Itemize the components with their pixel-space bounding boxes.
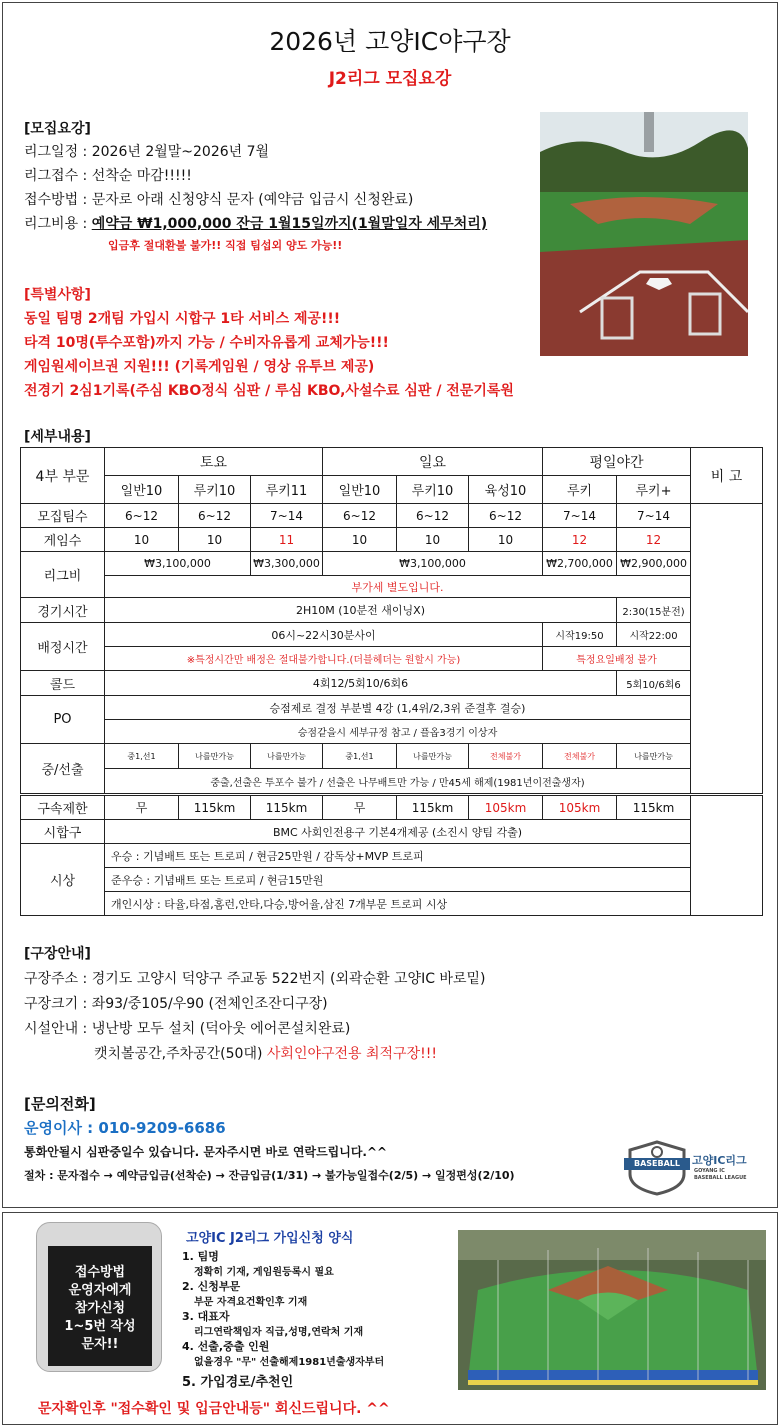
detail-table [20, 447, 763, 794]
baseball-shield-icon [622, 1140, 692, 1196]
row-label-ball: 시합구 [21, 820, 105, 844]
group-saturday: 토요 [105, 448, 323, 476]
field-photo [540, 112, 748, 356]
cold-rule-night: 5회10/6회6 [617, 671, 691, 696]
fee-value: 예약금 ₩1,000,000 잔금 1월15일까지(1월말일자 세무처리) [91, 216, 488, 232]
logo-badge-text: BASEBALL [634, 1159, 680, 1168]
pitch-note: 중출,선출은 투포수 불가 / 선출은 나무배트만 가능 / 만45세 해제(1981년이전출생자) [105, 769, 691, 794]
award-line: 준우승 : 기념배트 또는 트로피 / 현금15만원 [105, 868, 691, 892]
logo-en-2: BASEBALL LEAGUE [694, 1175, 747, 1181]
league-logo [622, 1140, 752, 1196]
games-cell: 10 [179, 528, 251, 552]
speed-cell: 115km [617, 796, 691, 820]
pitch-cell: 중1,선1 [105, 744, 179, 769]
games-cell: 10 [323, 528, 397, 552]
fee-night-rookie: ₩2,700,000 [543, 552, 617, 576]
form-line: 5. 가입경로/추천인 [182, 1375, 294, 1390]
receipt-line [24, 165, 192, 185]
size-value: 좌93/중105/우90 (전체인조잔디구장) [91, 996, 328, 1012]
teams-cell: 6~12 [397, 504, 469, 528]
teams-cell: 6~12 [179, 504, 251, 528]
row-label-time: 경기시간 [21, 598, 105, 623]
pitch-cell: 나를만가능 [251, 744, 323, 769]
speed-cell: 115km [397, 796, 469, 820]
form-line: 리그연락책임자 직급,성명,연락처 기재 [194, 1327, 364, 1338]
stadium-photo [458, 1230, 766, 1390]
assign-night-2: 시작22:00 [617, 623, 691, 647]
fee-line [24, 213, 487, 233]
form-line: 없을경우 "무" 선출해제1981년출생자부터 [194, 1357, 385, 1368]
facility-value: 냉난방 모두 설치 (덕아웃 에어콘설치완료) [91, 1021, 351, 1037]
form-line: 부문 자격요건확인후 기재 [194, 1297, 308, 1308]
speed-cell: 105km [543, 796, 617, 820]
teams-cell: 7~14 [543, 504, 617, 528]
group-weeknight: 평일야간 [543, 448, 691, 476]
pitch-cell: 나를만가능 [397, 744, 469, 769]
row-label-fee: 리그비 [21, 552, 105, 598]
logo-en-1: GOYANG IC [694, 1168, 725, 1174]
form-line: 정확히 기재, 게임원등록시 필요 [194, 1267, 334, 1278]
receipt-value: 선착순 마감!!!!! [91, 168, 192, 184]
division-cell: 일반10 [105, 476, 179, 504]
pitch-cell: 전체불가 [469, 744, 543, 769]
fee-night-rookieplus: ₩2,900,000 [617, 552, 691, 576]
form-footer: 문자확인후 "접수확인 및 입금안내등" 회신드립니다. ^^ [38, 1401, 390, 1417]
teams-cell: 6~12 [323, 504, 397, 528]
award-line: 개인시상 : 타율,타점,홈런,안타,다승,방어율,삼진 7개부문 트로피 시상 [105, 892, 691, 916]
fee-saturday-rookie11: ₩3,300,000 [251, 552, 323, 576]
assign-night-1: 시작19:50 [543, 623, 617, 647]
contact-header: [문의전화] [24, 1095, 96, 1113]
field-photo-svg [540, 112, 748, 356]
game-time: 2H10M (10분전 새이닝X) [105, 598, 617, 623]
phone-text-line: 문자!! [81, 1337, 119, 1352]
size-label: 구장크기 : [24, 996, 92, 1012]
row-label-teams: 모집팀수 [21, 504, 105, 528]
division-cell: 일반10 [323, 476, 397, 504]
remark-column-lower [691, 796, 763, 916]
teams-cell: 6~12 [105, 504, 179, 528]
process-line: 절차 : 문자접수 → 예약금입금(선착순) → 잔금입금(1/31) → 불가능일접수(2/5) → 일정편성(2/10) [24, 1169, 515, 1182]
contact-phone[interactable]: 운영이사 : 010-9209-6686 [24, 1119, 226, 1137]
ball-rule: BMC 사회인전용구 기본4개제공 (소진시 양팀 각출) [105, 820, 691, 844]
page-title: 2026년 고양IC야구장 [269, 27, 511, 56]
assign-note: ※특정시간만 배정은 절대불가합니다.(더블헤더는 원할시 가능) [105, 647, 543, 671]
recruit-header: [모집요강] [24, 121, 91, 137]
row-label-po: PO [21, 696, 105, 744]
fee-label: 리그비용 : [24, 216, 92, 232]
schedule-label: 리그일정 : [24, 144, 92, 160]
pitch-cell: 나를만가능 [617, 744, 691, 769]
page-subtitle: J2리그 모집요강 [328, 69, 452, 89]
stadium-photo-svg [458, 1230, 766, 1390]
games-cell: 10 [105, 528, 179, 552]
division-cell: 루키10 [397, 476, 469, 504]
division-cell: 루키+ [617, 476, 691, 504]
schedule-line [24, 141, 269, 161]
group-sunday: 일요 [323, 448, 543, 476]
game-time-night: 2:30(15분전) [617, 598, 691, 623]
teams-cell: 7~14 [251, 504, 323, 528]
special-item: 전경기 2심1기록(주심 KBO정식 심판 / 루심 KBO,사설수료 심판 / 전문기록원 [24, 383, 514, 399]
speed-cell: 105km [469, 796, 543, 820]
row-label-games: 게임수 [21, 528, 105, 552]
row-label-cold: 콜드 [21, 671, 105, 696]
method-value: 문자로 아래 신청양식 문자 (예약금 입금시 신청완료) [91, 192, 414, 208]
special-item: 동일 팀명 2개팀 가입시 시합구 1타 서비스 제공!!! [24, 311, 341, 327]
schedule-value: 2026년 2월말~2026년 7월 [91, 144, 270, 160]
fee-sunday: ₩3,100,000 [323, 552, 543, 576]
games-cell: 11 [251, 528, 323, 552]
address-label: 구장주소 : [24, 971, 92, 987]
games-cell: 10 [397, 528, 469, 552]
division-cell: 육성10 [469, 476, 543, 504]
pitch-cell: 중1,선1 [323, 744, 397, 769]
method-line [24, 189, 413, 209]
fee-saturday: ₩3,100,000 [105, 552, 251, 576]
facility-highlight: 사회인야구전용 최적구장!!! [266, 1046, 437, 1062]
games-cell: 10 [469, 528, 543, 552]
cold-rule: 4회12/5회10/6회6 [105, 671, 617, 696]
phone-text-line: 참가신청 [74, 1301, 126, 1316]
pitch-cell: 전체불가 [543, 744, 617, 769]
address-line [24, 968, 485, 988]
division-cell: 루키10 [179, 476, 251, 504]
remark-column [691, 504, 763, 794]
contact-note: 통화안될시 심판중일수 있습니다. 문자주시면 바로 연락드립니다.^^ [24, 1145, 388, 1159]
games-cell: 12 [617, 528, 691, 552]
refund-note: 입금후 절대환불 불가!! 직접 팀섭외 양도 가능!! [108, 239, 343, 252]
venue-header: [구장안내] [24, 946, 91, 962]
facility-value-2: 캣치볼공간,주차공간(50대) [94, 1046, 267, 1062]
fee-vat-note: 부가세 별도입니다. [105, 576, 691, 598]
method-label: 접수방법 : [24, 192, 92, 208]
size-line [24, 993, 328, 1013]
remark-header: 비 고 [691, 448, 763, 504]
facility-line [24, 1018, 350, 1038]
games-cell: 12 [543, 528, 617, 552]
division-cell: 루키 [543, 476, 617, 504]
award-line: 우승 : 기념배트 또는 트로피 / 현금25만원 / 감독상+MVP 트로피 [105, 844, 691, 868]
form-line: 1. 팀명 [182, 1250, 219, 1263]
form-line: 2. 신청부문 [182, 1280, 241, 1293]
teams-cell: 6~12 [469, 504, 543, 528]
assign-time: 06시~22시30분사이 [105, 623, 543, 647]
receipt-label: 리그접수 : [24, 168, 92, 184]
phone-screen [48, 1246, 152, 1366]
speed-cell: 115km [179, 796, 251, 820]
detail-header: [세부내용] [24, 429, 91, 445]
special-item: 타격 10명(투수포함)까지 가능 / 수비자유롭게 교체가능!!! [24, 335, 389, 351]
division-cell: 루키11 [251, 476, 323, 504]
speed-cell: 115km [251, 796, 323, 820]
row-label-speed: 구속제한 [21, 796, 105, 820]
phone-text-line: 운영자에게 [68, 1283, 132, 1298]
po-rule-2: 승점같을시 세부규정 참고 / 플옵3경기 이상자 [105, 720, 691, 744]
address-value: 경기도 고양시 덕양구 주교동 522번지 (외곽순환 고양IC 바로밑) [91, 971, 486, 987]
phone-text-line: 접수방법 [74, 1265, 126, 1280]
facility-line-2 [94, 1043, 437, 1063]
pitch-cell: 나를만가능 [179, 744, 251, 769]
logo-name: 고양IC리그 [692, 1154, 747, 1167]
special-item: 게임원세이브권 지원!!! (기록게임원 / 영상 유투브 제공) [24, 359, 375, 375]
po-rule-1: 승점제로 결정 부분별 4강 (1,4위/2,3위 준결후 결승) [105, 696, 691, 720]
form-line: 3. 대표자 [182, 1310, 230, 1323]
speed-cell: 무 [105, 796, 179, 820]
teams-cell: 7~14 [617, 504, 691, 528]
facility-label: 시설안내 : [24, 1021, 92, 1037]
detail-table-lower [20, 795, 763, 916]
special-header: [특별사항] [24, 287, 91, 303]
row-label-award: 시상 [21, 844, 105, 916]
row-label-pitch: 중/선출 [21, 744, 105, 794]
form-title: 고양IC J2리그 가입신청 양식 [186, 1231, 354, 1246]
row-label-assign: 배정시간 [21, 623, 105, 671]
form-line: 4. 선출,중출 인원 [182, 1340, 270, 1353]
speed-cell: 무 [323, 796, 397, 820]
assign-night-note: 특정요일배정 불가 [543, 647, 691, 671]
table-corner: 4부 부문 [21, 448, 105, 504]
phone-text-line: 1~5번 작성 [64, 1319, 136, 1334]
